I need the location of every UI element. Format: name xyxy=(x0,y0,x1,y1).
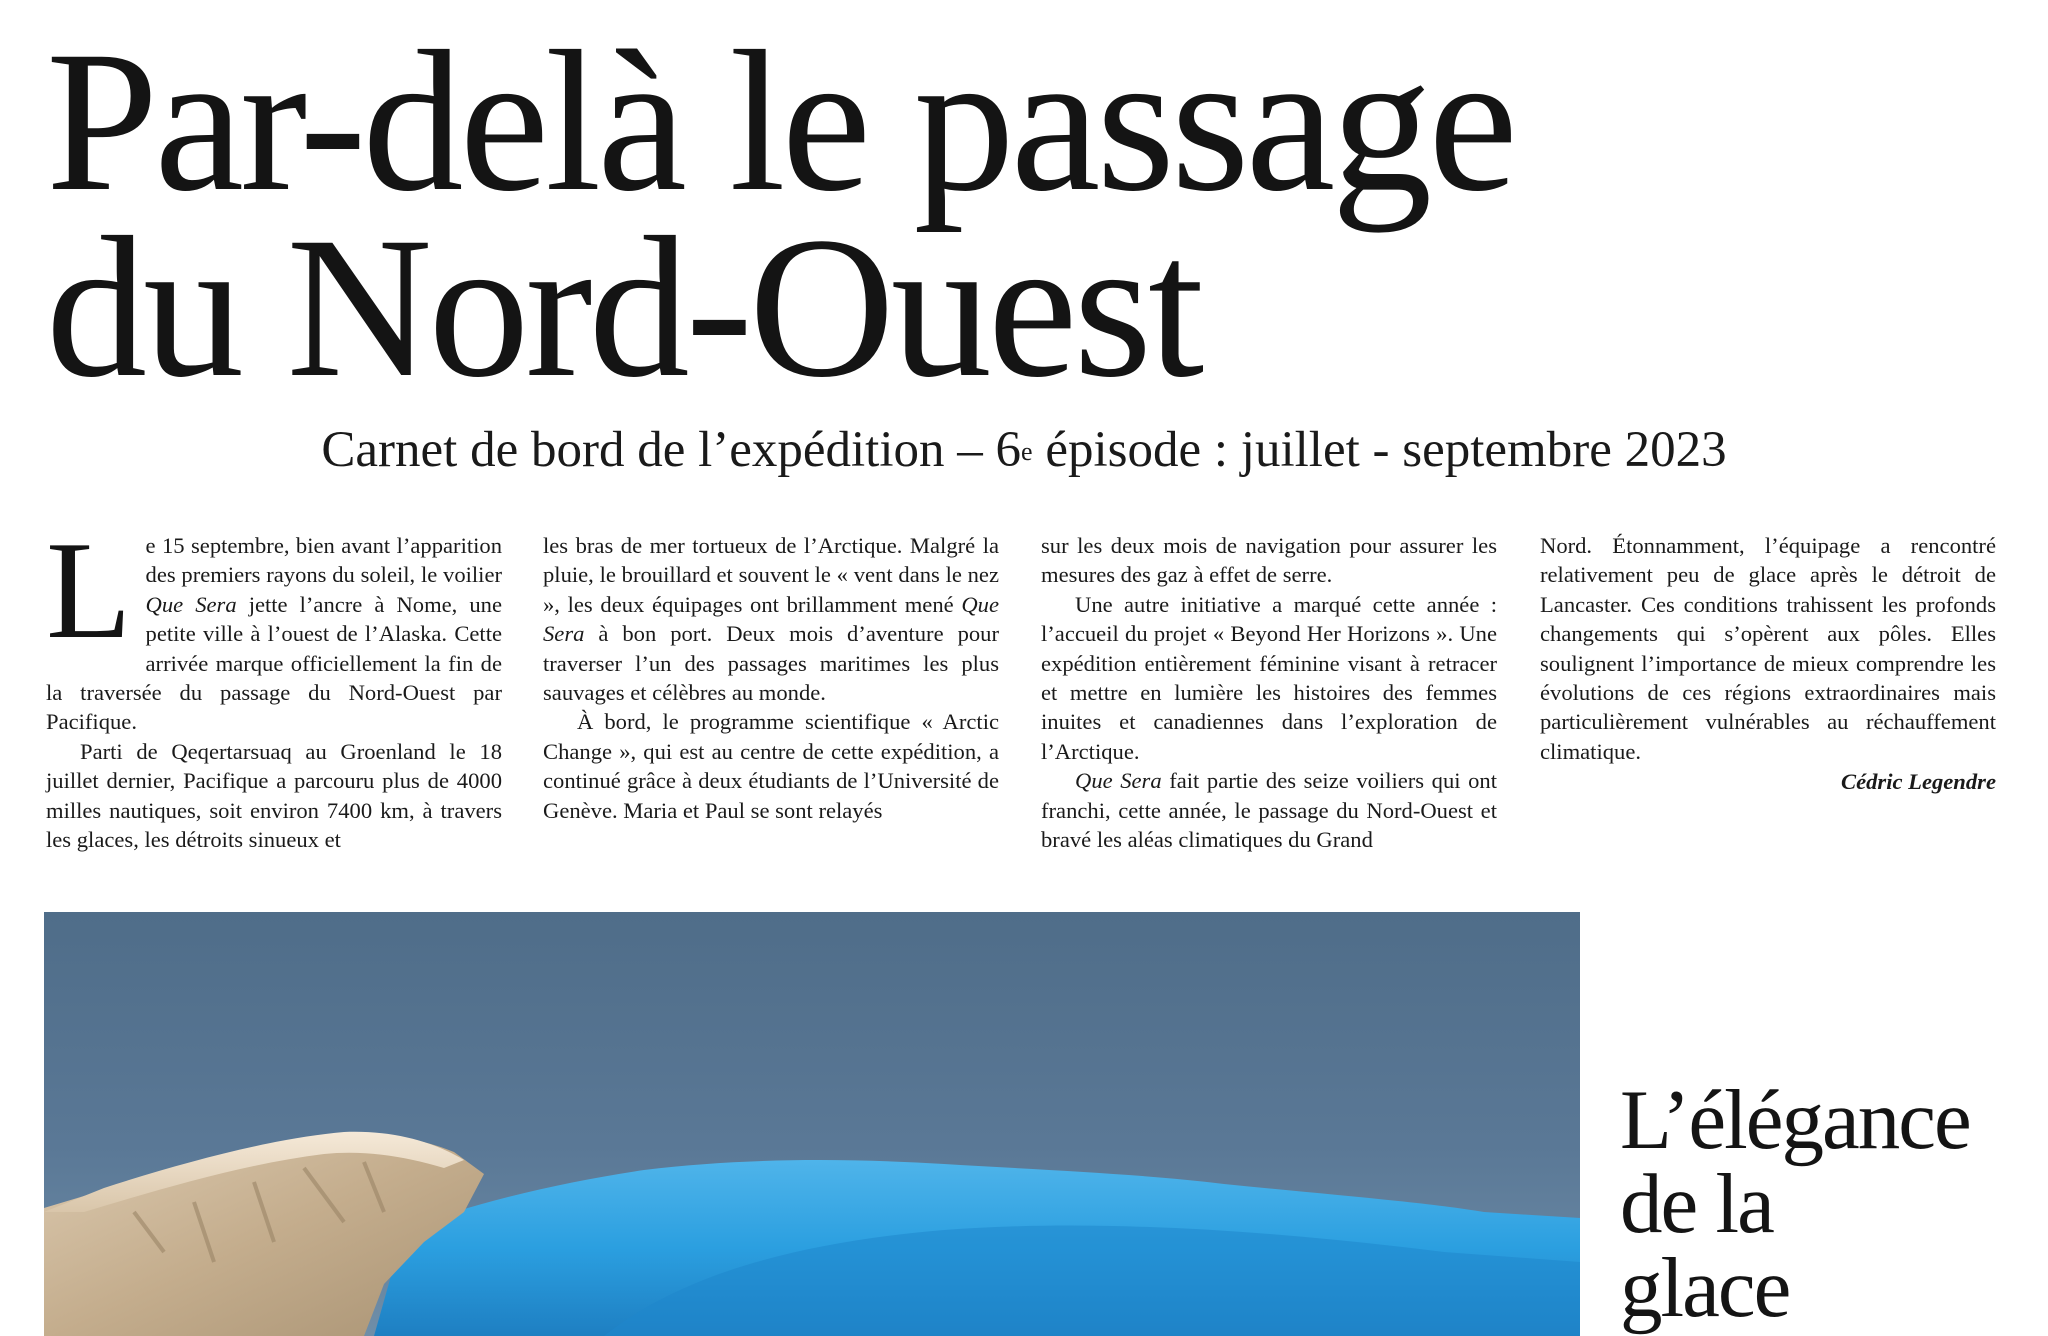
boat-name: Que Sera xyxy=(543,591,999,647)
iceberg-illustration xyxy=(44,912,1580,1336)
article-column-4 xyxy=(1540,531,1996,797)
text-run: jette l’ancre à Nome, une petite ville à l’ouest de l’Alaska. Cette arrivée marque officiellement la fin de la traversée du passage du Nord-Ouest par Pacifique. xyxy=(46,591,502,735)
subtitle-text-a: Carnet de bord de l’expédition – 6 xyxy=(321,422,1022,478)
article-paragraph xyxy=(543,531,999,707)
iceberg-photo xyxy=(44,912,1580,1336)
drop-cap: L xyxy=(46,513,132,668)
subtitle-superscript: e xyxy=(1021,437,1033,466)
article-paragraph: Une autre initiative a marqué cette année : l’accueil du projet « Beyond Her Horizons ». Une expédition entièrement féminine visant à retracer et mettre en lumière les histoires des femmes inuites et canadiennes dans l’exploration de l’Arctique. xyxy=(1041,591,1497,764)
feature-title xyxy=(1620,1073,1970,1335)
subtitle-text-b: épisode : juillet - septembre 2023 xyxy=(1032,422,1727,478)
headline-line-2: du Nord-Ouest xyxy=(46,195,1201,419)
article-column-2 xyxy=(543,531,999,825)
article-paragraph: Parti de Qeqertarsuaq au Groenland le 18 juillet dernier, Pacifique a parcouru plus de 4000 milles nautiques, soit environ 7400 km, à travers les glaces, les détroits sinueux et xyxy=(46,738,502,853)
feature-title-line-3: glace xyxy=(1620,1241,1790,1335)
article-column-3 xyxy=(1041,531,1497,854)
text-run: à bon port. Deux mois d’aventure pour traverser l’un des passages maritimes les plus sauvages et célèbres au monde. xyxy=(543,621,999,706)
text-run: fait partie des seize voiliers qui ont franchi, cette année, le passage du Nord-Ouest et bravé les aléas climatiques du Grand xyxy=(1041,768,1497,853)
feature-title-line-1: L’élégance xyxy=(1620,1073,1970,1167)
article-paragraph: Nord. Étonnamment, l’équipage a rencontré relativement peu de glace après le détroit de Lancaster. Ces conditions trahissent les profonds changements qui s’opèrent aux pôles. Elles soulignent l’importance de mieux comprendre les évolutions de ces régions extraordinaires mais particulièrement vulnérables au réchauffement climatique. xyxy=(1540,533,1996,764)
article-column-1 xyxy=(46,513,502,854)
boat-name: Que Sera xyxy=(1075,768,1162,794)
text-run: e 15 septembre, bien avant l’apparition des premiers rayons du soleil, le voilier xyxy=(145,533,502,588)
article-paragraph xyxy=(1041,766,1497,854)
text-run: les bras de mer tortueux de l’Arctique. Malgré la pluie, le brouillard et souvent le « vent dans le nez », les deux équipages ont brillamment mené xyxy=(543,533,999,617)
article-paragraph xyxy=(46,513,502,737)
feature-title-line-2: de la xyxy=(1620,1157,1773,1251)
boat-name: Que Sera xyxy=(145,591,237,617)
headline-line-1: Par-delà le passage xyxy=(46,9,1514,233)
author-byline: Cédric Legendre xyxy=(1841,769,1996,795)
article-paragraph: À bord, le programme scientifique « Arctic Change », qui est au centre de cette expédition, a continué grâce à deux étudiants de l’Université de Genève. Maria et Paul se sont relayés xyxy=(543,709,999,823)
subtitle xyxy=(0,418,2048,490)
headline xyxy=(46,9,1514,419)
article-paragraph: sur les deux mois de navigation pour assurer les mesures des gaz à effet de serre. xyxy=(1041,533,1497,588)
